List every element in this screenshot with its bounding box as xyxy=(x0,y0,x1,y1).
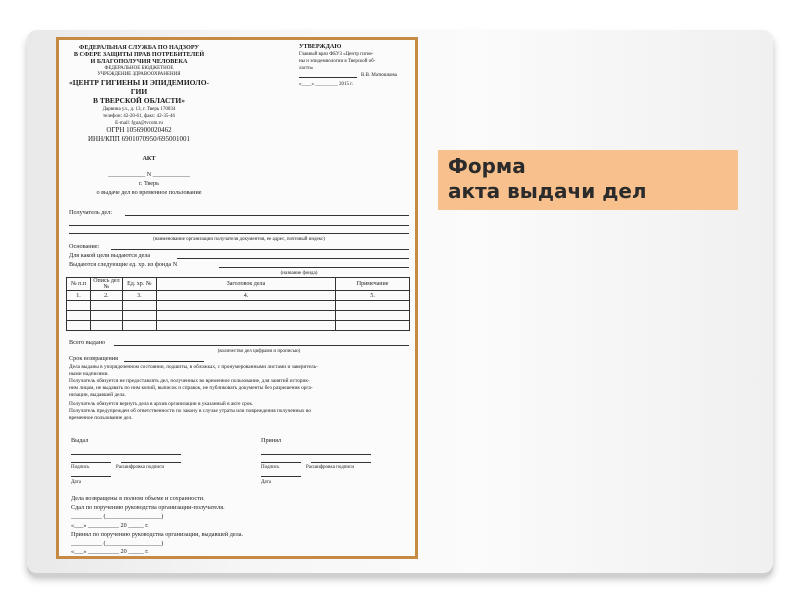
org-line: ФЕДЕРАЛЬНОЕ БЮДЖЕТНОЕ xyxy=(104,66,174,71)
header-cell: № п.п xyxy=(67,278,91,291)
table-cell: 5. xyxy=(336,291,410,301)
issued-by-label: Выдал xyxy=(71,437,89,444)
slide-title-box xyxy=(438,150,738,210)
approve-date: «____» _________ 2015 г. xyxy=(299,82,353,87)
sign-caption: Подпись xyxy=(71,465,90,470)
condition-line: Получатель обязуется не предоставлять дел, полученных во временное пользование, для занятий историк- xyxy=(69,378,310,384)
org-address: Дарвина ул., д. 13, г. Тверь 170034 xyxy=(102,107,176,112)
condition-line: Дела выданы в упорядоченном состоянии, подшиты, в обложках, с пронумерованными листами и заверитель- xyxy=(69,364,318,370)
decode-caption: Расшифровка подписи xyxy=(116,465,164,470)
table-row xyxy=(67,291,410,301)
org-line: УЧРЕЖДЕНИЕ ЗДРАВООХРАНЕНИЯ xyxy=(97,72,181,77)
act-document xyxy=(59,40,415,556)
signature-line xyxy=(299,77,357,78)
act-title: АКТ xyxy=(142,155,156,162)
approve-signer: В.В. Матюшкова xyxy=(361,73,397,78)
sign-caption: Подпись xyxy=(261,465,280,470)
fill-line xyxy=(261,462,301,463)
fill-line xyxy=(71,462,111,463)
sign-line-text: __________ (__________________) xyxy=(71,540,164,547)
fill-line xyxy=(261,476,301,477)
recipient-label: Получатель дел: xyxy=(69,209,112,216)
condition-line: Получатель предупрежден об ответственности по закону в случае утраты или повреждения полученных во xyxy=(69,408,311,414)
org-line: В ТВЕРСКОЙ ОБЛАСТИ» xyxy=(92,96,185,105)
fill-line xyxy=(261,454,371,455)
total-hint: (количество дел цифрами и прописью) xyxy=(217,349,301,354)
header-cell: Заголовок дела xyxy=(156,278,335,291)
fill-line xyxy=(124,361,204,362)
fill-line xyxy=(71,476,111,477)
org-line: ГИИ xyxy=(130,87,148,96)
table-cell: 3. xyxy=(122,291,156,301)
org-line: «ЦЕНТР ГИГИЕНЫ И ЭПИДЕМИОЛО- xyxy=(68,78,210,87)
document-image xyxy=(56,37,418,559)
table-header-row xyxy=(67,278,410,291)
act-number: ____________ N ____________ xyxy=(108,171,190,178)
return-label: Срок возвращения xyxy=(69,355,119,362)
org-line: И БЛАГОПОЛУЧИЯ ЧЕЛОВЕКА xyxy=(90,58,188,65)
table-row xyxy=(67,321,410,331)
header-cell: Примечание xyxy=(336,278,410,291)
date-line-text: «___» __________ 20 _____ г. xyxy=(71,522,149,529)
org-line: ФЕДЕРАЛЬНАЯ СЛУЖБА ПО НАДЗОРУ xyxy=(79,44,199,51)
accepted-by-text: Принял по поручению руководства организации, выдавшей дела. xyxy=(71,531,244,538)
documents-table xyxy=(66,277,410,331)
decode-caption: Расшифровка подписи xyxy=(306,465,354,470)
date-caption: Дата xyxy=(261,480,271,485)
total-label: Всего выдано xyxy=(69,339,106,346)
fill-line xyxy=(121,462,181,463)
condition-line: ним лицам, не выдавать по ним копий, выписок и справок, не публиковать документы без разрешения орга- xyxy=(69,385,313,391)
fill-line xyxy=(111,249,409,250)
header-cell: Ед. хр. № xyxy=(122,278,156,291)
slide-title-line2: акта выдачи дел xyxy=(448,179,647,203)
fill-line xyxy=(125,215,409,216)
date-line-text: «___» __________ 20 _____ г. xyxy=(71,548,149,555)
table-cell: 2. xyxy=(90,291,122,301)
org-phone: телефон: 42-20-61, факс: 42-35-46 xyxy=(102,114,176,119)
approve-line: ны и эпидемиологии в Тверской об- xyxy=(299,59,376,64)
approve-line: Главный врач ФБУЗ «Центр гигие- xyxy=(299,52,374,57)
org-email: E-mail: fguz@tvcom.ru xyxy=(115,121,163,126)
org-ogrn: ОГРН 1056900020462 xyxy=(106,126,172,134)
approve-line: ласти» xyxy=(299,66,314,71)
approve-heading: УТВЕРЖДАЮ xyxy=(299,43,342,50)
table-row xyxy=(67,301,410,311)
fill-line xyxy=(177,258,409,259)
table-cell: 1. xyxy=(67,291,91,301)
handed-to-text: Сдал по поручению руководства организации-получателя. xyxy=(71,504,225,511)
condition-line: Получатель обязуется вернуть дела в архив организации в указанный в акте срок. xyxy=(69,401,254,407)
org-inn: ИНН/КПП 6901070950/695001001 xyxy=(87,135,191,143)
received-by-label: Принял xyxy=(261,437,282,444)
purpose-label: Для какой цели выдаются дела xyxy=(69,252,151,259)
condition-line: ными надписями. xyxy=(69,371,109,377)
header-cell: Опись дел № xyxy=(90,278,122,291)
date-caption: Дата xyxy=(71,480,81,485)
table-cell: 4. xyxy=(156,291,335,301)
fill-line xyxy=(114,345,409,346)
org-line: В СФЕРЕ ЗАЩИТЫ ПРАВ ПОТРЕБИТЕЛЕЙ xyxy=(73,51,205,58)
recipient-hint: (наименование организации получателя документов, ее адрес, почтовый индекс) xyxy=(153,237,325,242)
basis-label: Основание: xyxy=(69,243,100,250)
fill-line xyxy=(69,233,409,234)
returned-text: Дела возвращены в полном объеме и сохранности. xyxy=(71,495,205,502)
fill-line xyxy=(71,454,181,455)
sign-line-text: __________ (__________________) xyxy=(71,513,164,520)
fill-line xyxy=(311,462,371,463)
act-subject: о выдаче дел во временное пользование xyxy=(96,189,202,196)
act-city: г. Тверь xyxy=(139,180,159,187)
issued-label: Выдаются следующие ед. хр. из фонда N xyxy=(69,261,178,268)
condition-line: низации, выдавшей дела. xyxy=(69,392,126,398)
condition-line: временное пользование дел. xyxy=(69,415,133,421)
fill-line xyxy=(219,267,409,268)
slide-title-line1: Форма xyxy=(448,154,526,178)
table-row xyxy=(67,311,410,321)
fund-hint: (название фонда) xyxy=(280,271,318,276)
fill-line xyxy=(69,225,409,226)
